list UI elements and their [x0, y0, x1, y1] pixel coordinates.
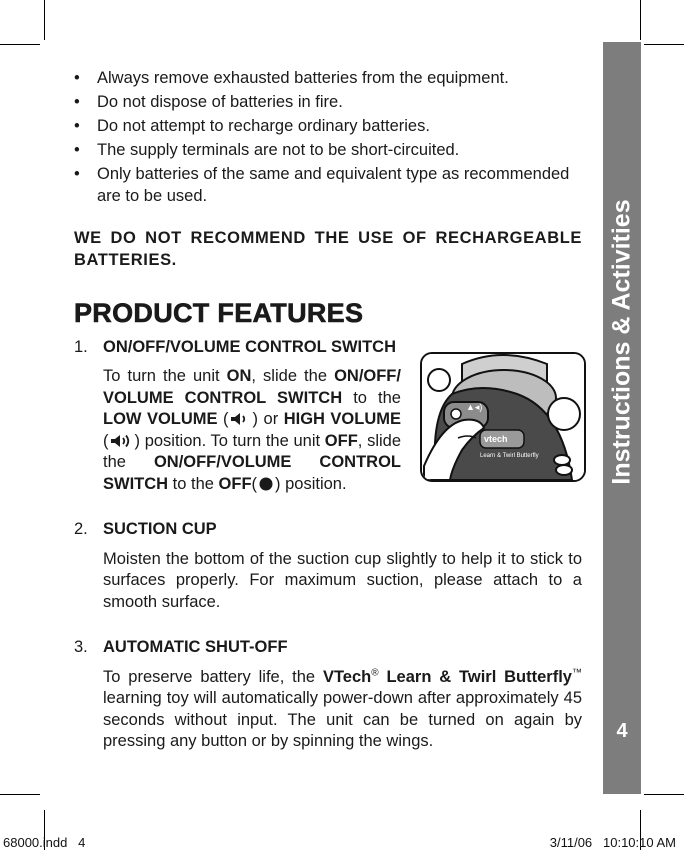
- section-title: PRODUCT FEATURES: [74, 298, 364, 328]
- list-item-text: Do not attempt to recharge ordinary batteries.: [97, 117, 430, 135]
- side-tab-title: Instructions & Activities: [607, 199, 636, 485]
- feature-number: 2.: [74, 520, 88, 538]
- feature-description: To turn the unit ON, slide the ON/OFF/ VOLUME CONTROL SWITCH to the LOW VOLUME ( ) or HIGH VOLUME ( ) position. To turn the unit OFF, slide the ON/OFF/VOLUME CONTROL SWITCH to the OFF( ) position.: [103, 367, 402, 493]
- low-volume-icon: [229, 411, 253, 427]
- rechargeable-warning: WE DO NOT RECOMMEND THE USE OF RECHARGEABLE BATTERIES.: [74, 229, 582, 269]
- crop-mark: [0, 44, 40, 45]
- bullet-icon: •: [74, 93, 80, 111]
- feature-title: AUTOMATIC SHUT-OFF: [103, 638, 288, 656]
- bullet-icon: •: [74, 165, 80, 183]
- list-item: [74, 68, 582, 90]
- crop-mark: [44, 0, 45, 40]
- feature-number: 1.: [74, 337, 88, 356]
- toy-switch-drawing: [422, 354, 584, 480]
- feature-number: 3.: [74, 638, 88, 656]
- crop-mark: [640, 0, 641, 40]
- battery-notes: [74, 68, 582, 207]
- illustration-product: Learn & Twirl Butterfly: [480, 453, 539, 459]
- switch-illustration: [420, 352, 586, 482]
- high-volume-icon: [109, 433, 135, 449]
- bullet-icon: •: [74, 141, 80, 159]
- list-item: [74, 140, 582, 162]
- list-item: [74, 164, 582, 207]
- list-item-text: The supply terminals are not to be short-circuited.: [97, 141, 460, 159]
- svg-text:▲◂): ▲◂): [466, 402, 483, 412]
- crop-mark: [644, 44, 684, 45]
- list-item-text: Do not dispose of batteries in fire.: [97, 93, 343, 111]
- bullet-icon: •: [74, 117, 80, 135]
- feature-item: [74, 519, 582, 613]
- footer-timestamp: 3/11/06 10:10:10 AM: [549, 835, 676, 850]
- off-icon: [257, 476, 275, 492]
- feature-title: ON/OFF/VOLUME CONTROL SWITCH: [103, 337, 397, 356]
- feature-description: Moisten the bottom of the suction cup slightly to help it to stick to surfaces properly. For maximum suction, please attach to a smooth surface.: [103, 549, 582, 611]
- list-item: [74, 92, 582, 114]
- list-item: [74, 116, 582, 138]
- bullet-icon: •: [74, 69, 80, 87]
- feature-description: To preserve battery life, the VTech® Learn & Twirl Butterfly™ learning toy will automatically power-down after approximately 45 seconds without input. The unit can be turned on again by pressing any button or by spinning the wings.: [103, 667, 582, 750]
- side-tab-title-wrap: [603, 42, 641, 794]
- list-item-text: Always remove exhausted batteries from the equipment.: [97, 69, 509, 87]
- illustration-brand: vtech: [484, 434, 508, 444]
- crop-mark: [0, 794, 40, 795]
- list-item-text: Only batteries of the same and equivalent type as recommended are to be used.: [97, 165, 570, 205]
- page-number: 4: [616, 720, 628, 742]
- footer-filename: 68000.indd 4: [3, 835, 86, 850]
- feature-item: [74, 637, 582, 753]
- crop-mark: [644, 794, 684, 795]
- feature-title: SUCTION CUP: [103, 520, 217, 538]
